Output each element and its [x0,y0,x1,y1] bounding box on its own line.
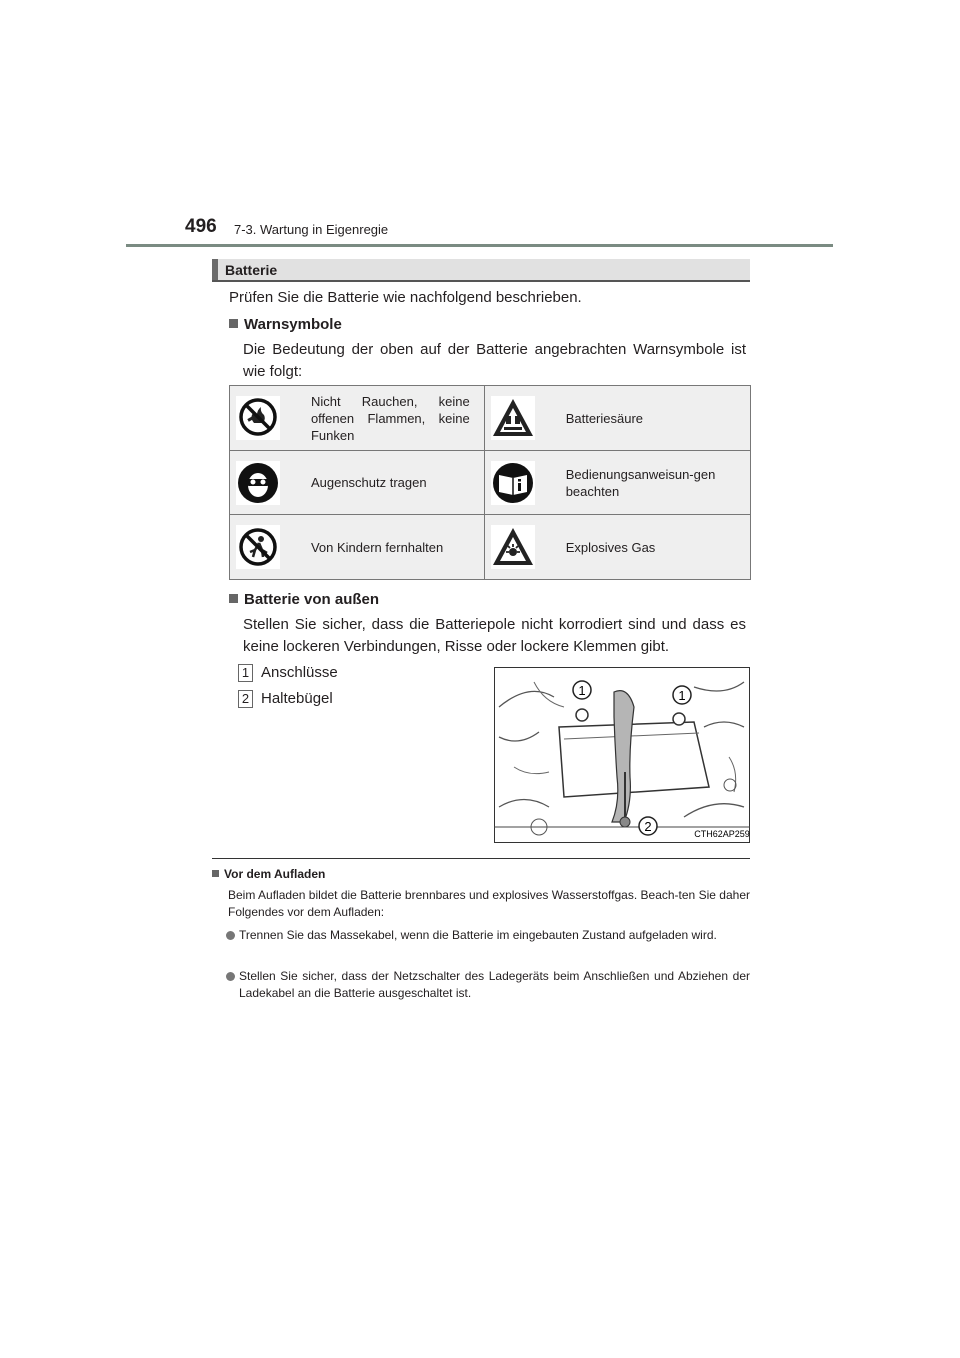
keep-away-children-icon [236,525,280,569]
bullet-dot-icon [226,931,235,940]
battery-acid-icon [491,396,535,440]
table-cell-label: Explosives Gas [542,515,751,580]
warn-description: Die Bedeutung der oben auf der Batterie angebrachten Warnsymbole ist wie folgt: [243,341,746,380]
note-heading [212,867,325,881]
table-cell-label: Bedienungsanweisun-gen beachten [542,451,751,515]
table-cell-icon [484,515,541,580]
subheading-warnsymbole [229,316,342,333]
figure-callout: 2 [644,819,652,834]
square-bullet-icon [229,594,238,603]
subheading-batterie-aussen [229,591,379,608]
battery-illustration [494,667,750,843]
bullet-text: Trennen Sie das Massekabel, wenn die Batterie im eingebauten Zustand aufgeladen wird. [239,928,717,942]
footer-divider [212,858,750,859]
table-row [230,386,751,451]
figure-callout: 1 [678,688,686,703]
table-cell-label: Batteriesäure [542,386,751,451]
note-text: Beim Aufladen bildet die Batterie brennbares und explosives Wasserstoffgas. Beach-ten Sie daher Folgendes vor dem Aufladen: [228,888,750,919]
table-cell-label: Augenschutz tragen [287,451,484,515]
section-heading [212,259,750,282]
table-cell-label: Nicht Rauchen, keine offenen Flammen, keine Funken [287,386,484,451]
square-bullet-icon [229,319,238,328]
table-cell-icon [484,451,541,515]
figure-callout: 1 [578,683,586,698]
legend-label: Anschlüsse [261,664,338,681]
subheading-label: Batterie von außen [244,591,380,608]
legend-item [238,690,333,708]
figure-code: CTH62AP259 [694,829,750,839]
bullet-dot-icon [226,972,235,981]
square-bullet-icon [212,870,219,877]
heading-label: Batterie [225,262,278,278]
eye-protection-icon [236,461,280,505]
legend-item [238,664,338,682]
warning-symbols-table [229,385,751,580]
legend-label: Haltebügel [261,690,333,707]
table-row [230,515,751,580]
section-reference: 7-3. Wartung in Eigenregie [234,222,389,237]
explosive-gas-icon [491,525,535,569]
table-cell-icon [230,515,287,580]
bullet-text: Stellen Sie sicher, dass der Netzschalter des Ladegeräts beim Anschließen und Abziehen der Ladekabel an die Batterie ausgeschaltet ist. [239,969,750,1000]
list-item [226,927,750,944]
subheading-label: Warnsymbole [244,316,342,333]
table-cell-icon [230,451,287,515]
outside-description: Stellen Sie sicher, dass die Batteriepole nicht korrodiert sind und dass es keine lockeren Verbindungen, Risse oder lockere Klemmen gibt. [243,616,746,655]
callout-number: 1 [238,664,253,682]
heading-accent [212,259,218,280]
header-divider [126,244,833,247]
table-cell-label: Von Kindern fernhalten [287,515,484,580]
note-title: Vor dem Aufladen [224,867,326,881]
table-cell-icon [484,386,541,451]
table-cell-icon [230,386,287,451]
no-smoking-flame-icon [236,396,280,440]
read-manual-icon [491,461,535,505]
list-item [226,968,750,1002]
intro-text: Prüfen Sie die Batterie wie nachfolgend beschrieben. [229,289,582,306]
page-number: 496 [185,216,217,237]
callout-number: 2 [238,690,253,708]
table-row [230,451,751,515]
